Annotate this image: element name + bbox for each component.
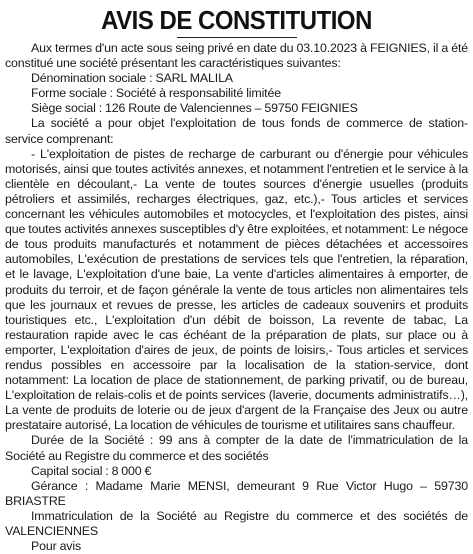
purpose-details: - L'exploitation de pistes de recharge de carburant ou d'énergie pour véhicules motorisés, ainsi que toutes activités annexes, et notamment l'entretien et le service à la clientèle en découlant,- La vente de toutes sources d'énergie usuelles (produits pétroliers et assimilés, recharges électriques, gaz, etc.),- Tous articles et services concernant les véhicules automobiles et motocycles, et l'exploitation des pistes, ainsi que toutes activités annexes susceptibles d'y être exploitées, et notamment: Le négoce de tous produits manufacturés et notamment de pièces détachées et accessoires automobiles, L'exécution de prestations de services tels que l'entretien, la réparation, et le lavage, L'exploitation d'une baie, La vente d'articles alimentaires à emporter, de produits du terroir, et de façon générale la vente de tous articles non alimentaires tels que les journaux et revues de presse, les articles de cadeaux souvenirs et produits touristiques etc., L'exploitation d'un débit de boisson, La revente de tabac, La restauration rapide avec le cas échéant de la préparation de plats, sur place ou à emporter, L'exploitation d'aires de jeux, de points de loisirs,- Tous articles et services rendus possibles en accessoire par la localisation de la station-service, dont notamment: La location de place de stationnement, de parking privatif, ou de bureau, L'exploitation de relais-colis et de points services (laverie, documents administratifs…), La vente de produits de loterie ou de jeux d'argent de la Française des Jeux ou autre prestataire autorisé, La location de véhicules de tourisme et utilitaires sans chauffeur. <box>5 146 468 433</box>
notice-body <box>5 41 468 554</box>
purpose-intro: La société a pour objet l'exploitation de tous fonds de commerce de station-service comprenant: <box>5 116 468 146</box>
title-underline <box>177 37 297 38</box>
closing-line: Pour avis <box>31 539 81 554</box>
denomination-line: Dénomination sociale : SARL MALILA <box>31 71 233 86</box>
duration-paragraph: Durée de la Société : 99 ans à compter de la date de l'immatriculation de la Société au Registre du commerce et des sociétés <box>5 433 468 463</box>
legal-form-line: Forme sociale : Société à responsabilité limitée <box>31 86 281 101</box>
management-line: Gérance : Madame Marie MENSI, demeurant 9 Rue Victor Hugo – 59730 BRIASTRE <box>5 478 468 508</box>
registration-paragraph: Immatriculation de la Société au Registre du commerce et des sociétés de VALENCIENNES <box>5 508 468 538</box>
notice-title: AVIS DE CONSTITUTION <box>101 5 372 35</box>
head-office-line: Siège social : 126 Route de Valenciennes – 59750 FEIGNIES <box>31 101 358 116</box>
intro-paragraph: Aux termes d'un acte sous seing privé en date du 03.10.2023 à FEIGNIES, il a été constitué une société présentant les caractéristiques suivantes: <box>5 41 468 71</box>
capital-line: Capital social : 8 000 € <box>31 463 152 478</box>
